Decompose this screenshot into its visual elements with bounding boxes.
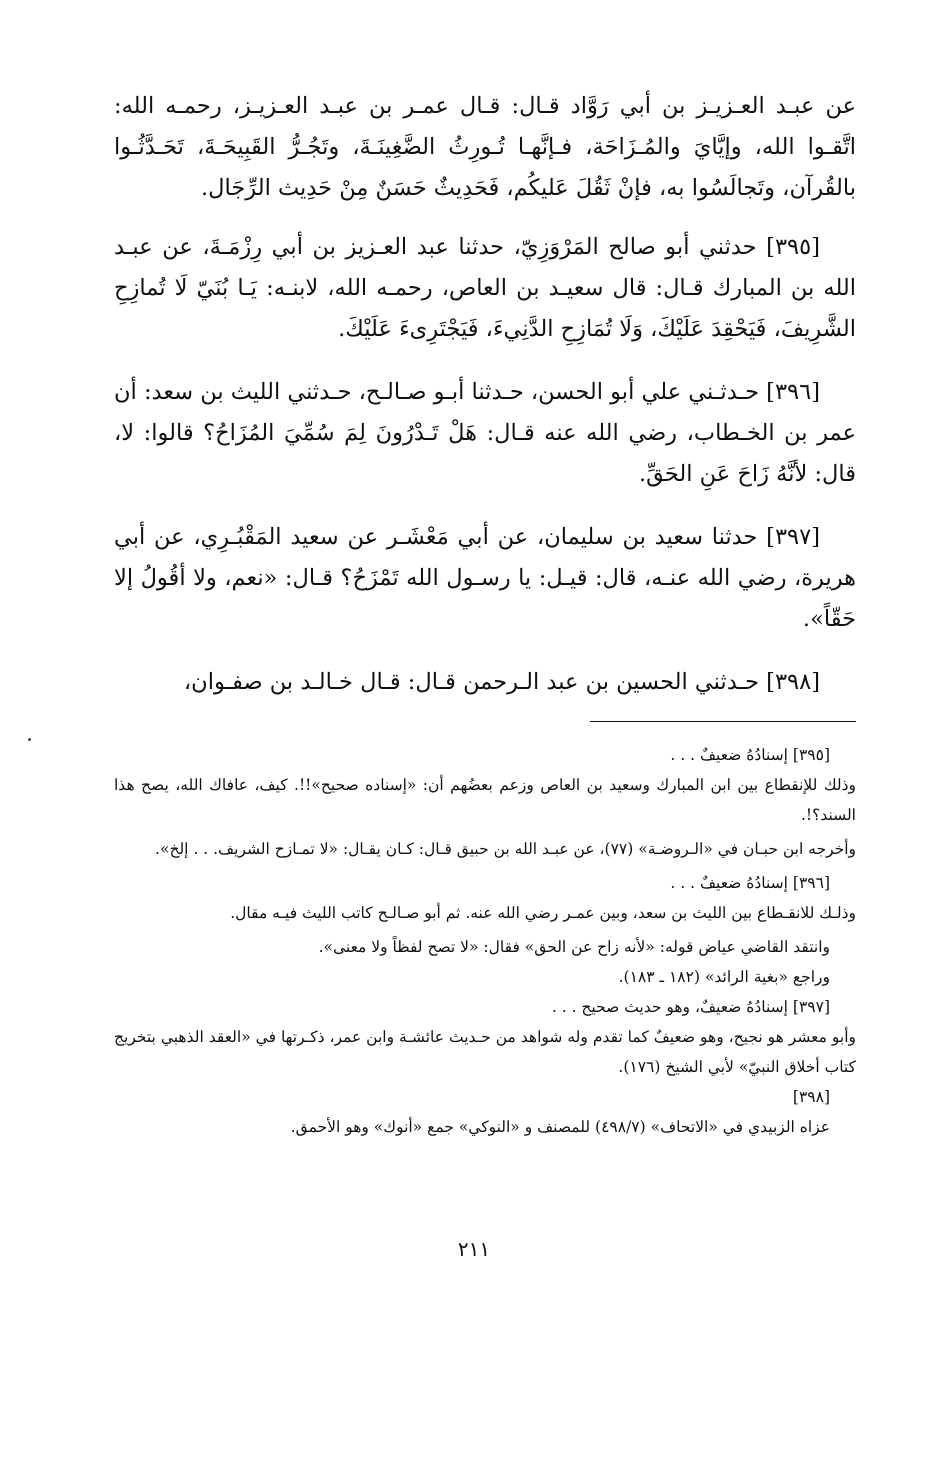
footnotes	[114, 740, 856, 1142]
footnote-395-heading: [٣٩٥] إسنادُهُ ضعيفٌ . . .	[670, 746, 830, 764]
footnote-398-body: عزاه الزبيدي في «الاتحاف» (٤٩٨/٧) للمصنف و «النوكي» جمع «أنوك» وهو الأحمق.	[290, 1118, 830, 1136]
paragraph-397: [٣٩٧] حدثنا سعيد بن سليمان، عن أبي مَعْشَـر عن سعيد المَقْبُـرِي، عن أبي هريرة، رضي الله عنـه، قال: قيـل: يا رسـول الله تَمْزَحُ؟ قـال: «نعم، ولا أقُولُ إلا حَقّاً».	[114, 524, 856, 632]
footnote-397-heading: [٣٩٧] إسنادُهُ ضعيفٌ، وهو حديث صحيح . . .	[551, 998, 830, 1016]
footnote-396-body: وذلـك للانقـطاع بين الليث بن سعد، وبين عمـر رضي الله عنه. ثم أبو صـالـح كاتب الليث فيـه مقال.	[230, 904, 856, 922]
main-text	[114, 86, 856, 725]
paragraph-396: [٣٩٦] حـدثـني علي أبو الحسن، حـدثنا أبـو صـالـح، حـدثني الليث بن سعد: أن عمر بن الخـطاب، رضي الله عنه قـال: هَلْ تَـدْرُونَ لِمَ سُمِّيَ المُزَاحُ؟ قالوا: لا، قال: لأنَّهُ زَاحَ عَنِ الحَقِّ.	[114, 379, 856, 487]
footnote-396-critique: وانتقد القاضي عياض قوله: «لأنه زاح عن الحق» فقال: «لا تصح لفظاً ولا معنى».	[318, 938, 830, 956]
footnote-396-heading: [٣٩٦] إسنادُهُ ضعيفٌ . . .	[670, 874, 830, 892]
footnote-395-body: وذلك للإنقطاع بين ابن المبارك وسعيد بن العاص وزعم بعضُهم أن: «إسناده صحيح»!!. كيف، عافاك الله، يصح هذا السند؟!.	[114, 776, 856, 824]
paragraph-395: [٣٩٥] حدثني أبو صالح المَرْوَزِيّ، حدثنا عبد العـزيز بن أبي رِزْمَـةَ، عن عبـد الله بن المبارك قـال: قال سعيـد بن العاص، رحمـه الله، لابنـه: يَـا بُنَيّ لَا تُمازِحِ الشَّرِيفَ، فَيَحْقِدَ عَلَيْكَ، وَلَا تُمَازِحِ الدَّنِيءَ، فَيَجْتَرِىءَ عَلَيْكَ.	[114, 234, 856, 342]
footnote-395-source: وأخرجه ابن حبـان في «الـروضـة» (٧٧)، عن عبـد الله بن حبيق قـال: كـان يقـال: «لا تمـازح الشريف. . . إلخ».	[155, 840, 856, 858]
footnote-divider	[590, 721, 856, 722]
footnote-396-reference: وراجع «بغية الرائد» (١٨٢ ـ ١٨٣).	[618, 968, 830, 986]
page-number: ٢١١	[457, 1237, 491, 1261]
paragraph-intro: عن عبـد العـزيـز بن أبي رَوَّاد قـال: قـال عمـر بن عبـد العـزيـز، رحمـه الله: اتَّقـوا الله، وإيَّايَ والمُـزَاحَة، فـإنَّهـا تُـورِثُ الضَّغِينَـةَ، وتَجُـرُّ القَبِيحَـةَ، تَحَـدَّثُـوا بالقُرآن، وتَجالَسُوا به، فإنْ ثَقُلَ عَليكُم، فَحَدِيثٌ حَسَنٌ مِنْ حَدِيث الرِّجَال.	[114, 93, 856, 201]
footnote-397-body: وأبو معشر هو نجيح، وهو ضعيفٌ كما تقدم وله شواهد من حـديث عائشـة وابن عمر، ذكـرتها في «العقد الذهبي بتخريج كتاب أخلاق النبيّ» لأبي الشيخ (١٧٦).	[114, 1028, 856, 1076]
footnote-398-heading: [٣٩٨]	[792, 1088, 830, 1106]
paragraph-398: [٣٩٨] حـدثني الحسين بن عبد الـرحمن قـال: قـال خـالـد بن صفـوان،	[183, 669, 820, 695]
scan-speck	[28, 738, 31, 741]
